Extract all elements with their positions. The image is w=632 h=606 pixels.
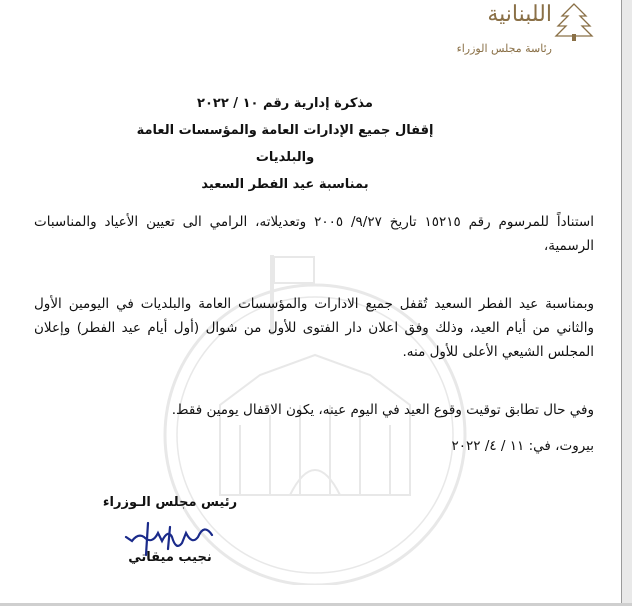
memo-number: مذكرة إدارية رقم ١٠ / ٢٠٢٢ <box>197 96 373 111</box>
window-scrollbar[interactable] <box>621 0 632 606</box>
paragraph-same-day: وفي حال تطابق توقيت وقوع العيد في اليوم عينه، يكون الاقفال يومين فقط. <box>171 402 594 418</box>
paragraph-closure: وبمناسبة عيد الفطر السعيد تُقفل جميع الادارات والمؤسسات العامة والبلديات في اليومين الأول والثاني من أيام العيد، وذلك وفق اعلان دار الفتوى للأول من شوال (أول أيام عيد الفطر) وإعلان المجلس الشيعي الأعلى للأول منه. <box>34 296 594 360</box>
paragraph-decree: استناداً للمرسوم رقم ١٥٢١٥ تاريخ ٩/٢٧/ ٢٠٠٥ وتعديلاته، الرامي الى تعيين الأعياد والمناسبات الرسمية، <box>34 214 594 254</box>
memo-header <box>120 90 450 198</box>
signatory-name: نجيب ميقاتي <box>128 550 212 565</box>
letterhead <box>414 2 594 62</box>
handwritten-signature <box>112 515 222 557</box>
letterhead-title: اللبنانية <box>487 2 552 27</box>
memo-occasion: بمناسبة عيد الفطر السعيد <box>201 177 369 192</box>
memo-subject: إقفال جميع الإدارات العامة والمؤسسات العامة والبلديات <box>136 123 434 165</box>
signatory-title: رئيس مجلس الـوزراء <box>102 495 238 510</box>
dateline: بيروت، في: ١١ / ٤/ ٢٠٢٢ <box>451 438 594 454</box>
cedar-tree-icon <box>554 2 594 42</box>
signature-block <box>90 495 250 565</box>
letterhead-subtitle: رئاسة مجلس الوزراء <box>456 42 552 55</box>
